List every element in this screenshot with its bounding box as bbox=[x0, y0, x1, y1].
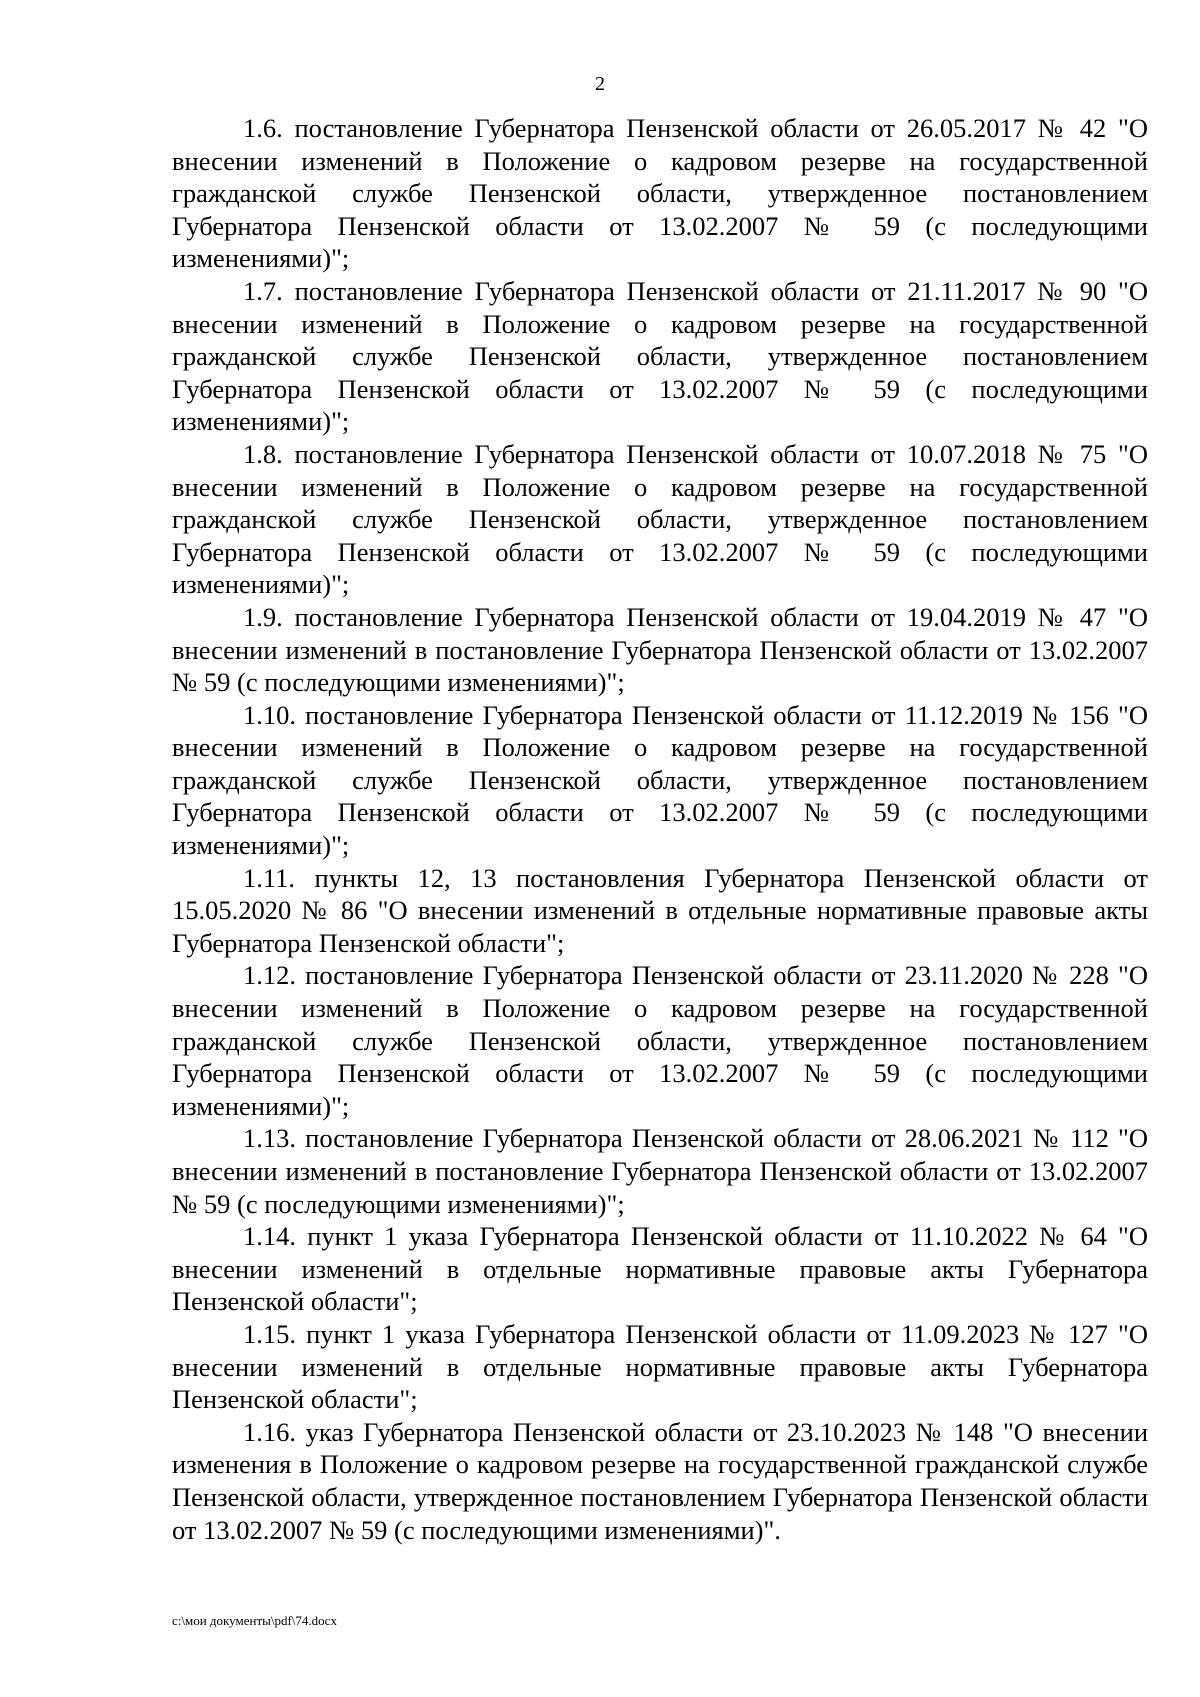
footer-file-path: c:\мои документы\pdf\74.docx bbox=[172, 1613, 337, 1628]
list-item: 1.15. пункт 1 указа Губернатора Пензенской области от 11.09.2023 № 127 "О внесении изменений в отдельные нормативные правовые акты Губернатора Пензенской области"; bbox=[172, 1318, 1148, 1415]
list-item: 1.9. постановление Губернатора Пензенской области от 19.04.2019 № 47 "О внесении изменений в постановление Губернатора Пензенской области от 13.02.2007 № 59 (с последующими изменениями)"; bbox=[172, 601, 1148, 698]
list-item: 1.12. постановление Губернатора Пензенской области от 23.11.2020 № 228 "О внесении изменений в Положение о кадровом резерве на государственной гражданской службе Пензенской области, утвержденное постановлением Губернатора Пензенской области от 13.02.2007 № 59 (с последующими изменениями)"; bbox=[172, 960, 1148, 1121]
list-item: 1.8. постановление Губернатора Пензенской области от 10.07.2018 № 75 "О внесении изменений в Положение о кадровом резерве на государственной гражданской службе Пензенской области, утвержденное постановлением Губернатора Пензенской области от 13.02.2007 № 59 (с последующими изменениями)"; bbox=[172, 438, 1148, 600]
list-item: 1.10. постановление Губернатора Пензенской области от 11.12.2019 № 156 "О внесении изменений в Положение о кадровом резерве на государственной гражданской службе Пензенской области, утвержденное постановлением Губернатора Пензенской области от 13.02.2007 № 59 (с последующими изменениями)"; bbox=[172, 699, 1148, 861]
list-item: 1.14. пункт 1 указа Губернатора Пензенской области от 11.10.2022 № 64 "О внесении изменений в отдельные нормативные правовые акты Губернатора Пензенской области"; bbox=[172, 1221, 1148, 1317]
list-item: 1.6. постановление Губернатора Пензенской области от 26.05.2017 № 42 "О внесении изменений в Положение о кадровом резерве на государственной гражданской службе Пензенской области, утвержденное постановлением Губернатора Пензенской области от 13.02.2007 № 59 (с последующими изменениями)"; bbox=[172, 113, 1148, 274]
list-item: 1.13. постановление Губернатора Пензенской области от 28.06.2021 № 112 "О внесении изменений в постановление Губернатора Пензенской области от 13.02.2007 № 59 (с последующими изменениями)"; bbox=[172, 1123, 1148, 1219]
document-body bbox=[172, 112, 1148, 1546]
list-item: 1.7. постановление Губернатора Пензенской области от 21.11.2017 № 90 "О внесении изменений в Положение о кадровом резерве на государственной гражданской службе Пензенской области, утвержденное постановлением Губернатора Пензенской области от 13.02.2007 № 59 (с последующими изменениями)"; bbox=[172, 275, 1148, 437]
page-number: 2 bbox=[595, 73, 605, 95]
list-item: 1.11. пункты 12, 13 постановления Губернатора Пензенской области от 15.05.2020 № 86 "О внесении изменений в отдельные нормативные правовые акты Губернатора Пензенской области"; bbox=[172, 862, 1148, 958]
list-item: 1.16. указ Губернатора Пензенской области от 23.10.2023 № 148 "О внесении изменения в Положение о кадровом резерве на государственной гражданской службе Пензенской области, утвержденное постановлением Губернатора Пензенской области от 13.02.2007 № 59 (с последующими изменениями)". bbox=[172, 1416, 1148, 1545]
